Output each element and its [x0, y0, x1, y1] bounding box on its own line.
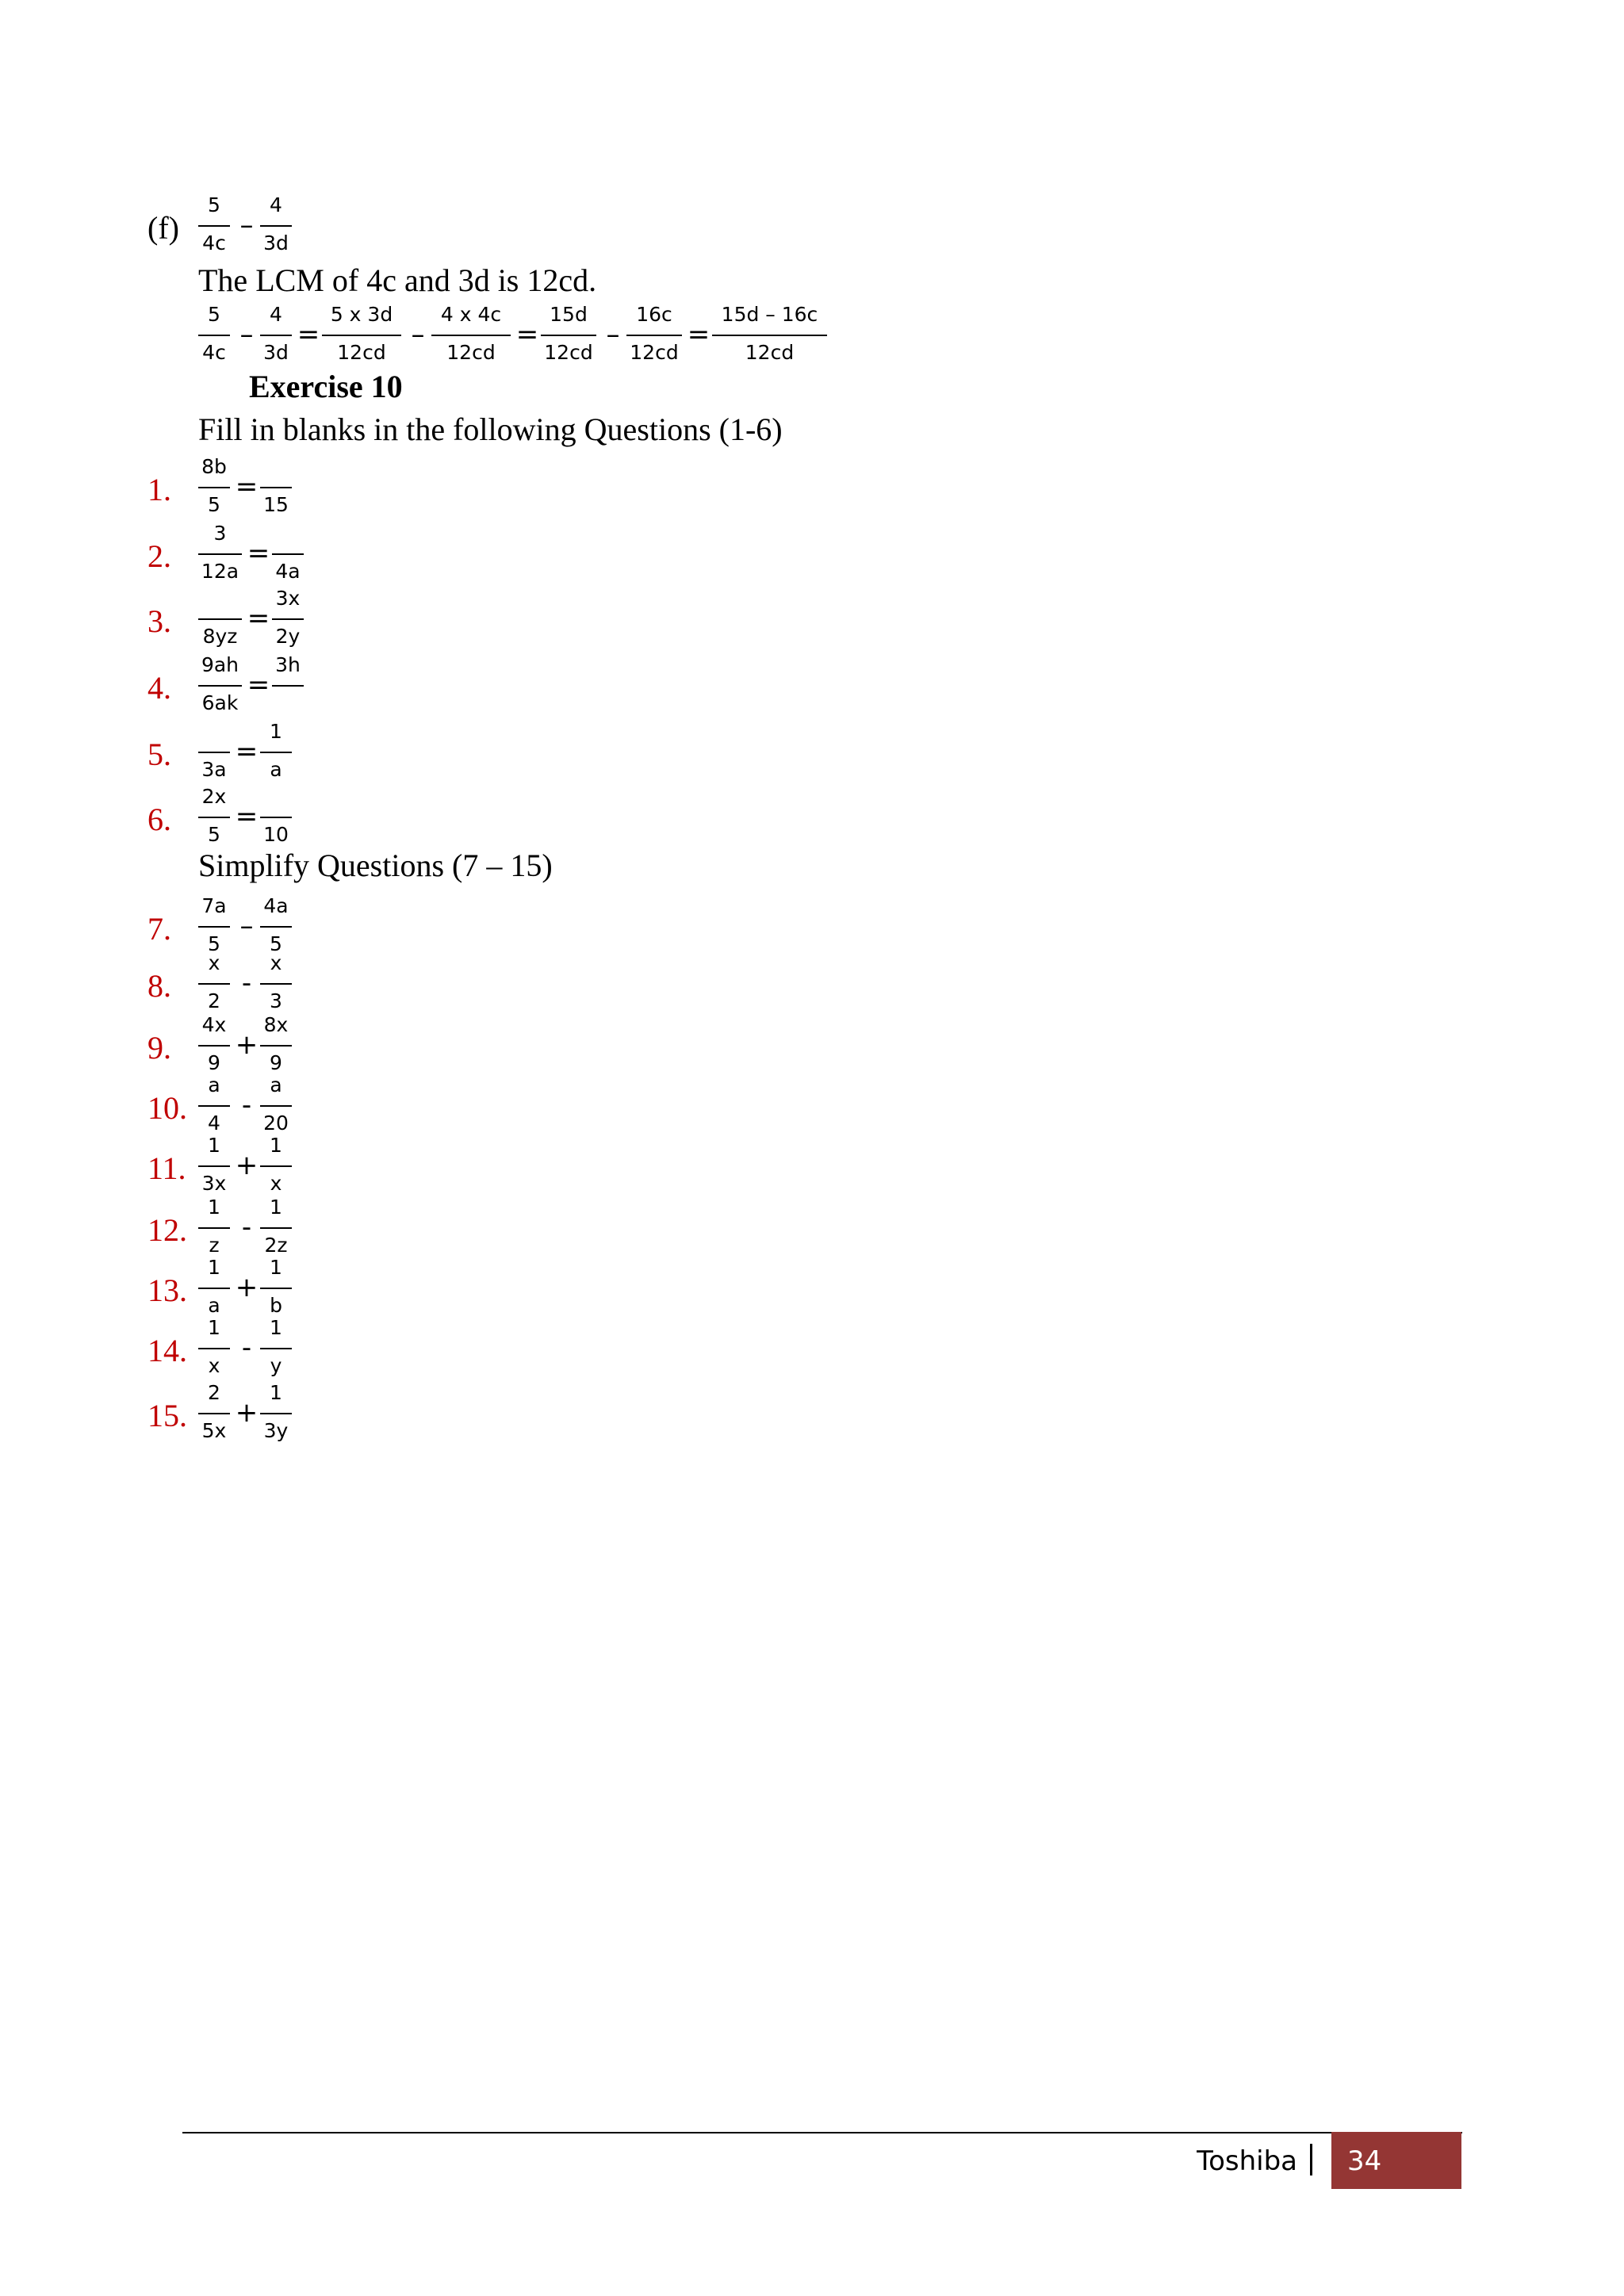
- fraction-bar: [260, 1348, 292, 1349]
- numerator: 1: [270, 1381, 282, 1404]
- question-number: 15.: [147, 1398, 187, 1433]
- part-f-label: (f): [147, 210, 179, 246]
- fraction-bar: [198, 618, 242, 620]
- operator: =: [247, 538, 270, 569]
- fraction: [431, 300, 511, 376]
- fraction-bar: [260, 1045, 292, 1047]
- fraction: [198, 1378, 230, 1454]
- numerator: 4a: [263, 894, 289, 917]
- operator: –: [411, 319, 425, 350]
- numerator: 4: [270, 193, 282, 216]
- fraction-bar: [272, 618, 304, 620]
- denominator: 12a: [201, 560, 239, 583]
- operator: –: [606, 319, 620, 350]
- operator: +: [235, 1029, 259, 1061]
- fraction: [198, 452, 230, 528]
- fraction-bar: [198, 685, 242, 687]
- denominator: 9: [208, 1051, 220, 1074]
- fraction: [322, 300, 401, 376]
- operator: =: [247, 603, 270, 634]
- fraction-bar: [198, 983, 230, 985]
- fraction-bar: [260, 983, 292, 985]
- numerator: 3: [213, 522, 227, 545]
- operator: +: [235, 1150, 259, 1181]
- numerator: 1: [208, 1316, 220, 1339]
- question-number: 4.: [147, 670, 171, 706]
- fraction-bar: [260, 926, 292, 928]
- numerator: 1: [270, 720, 282, 743]
- numerator: 8b: [201, 455, 227, 478]
- denominator: 10: [263, 823, 289, 846]
- fraction-bar: [260, 487, 292, 488]
- numerator: 1: [208, 1134, 220, 1157]
- operator: -: [241, 967, 252, 999]
- footer-author: Toshiba: [1197, 2145, 1297, 2177]
- question-number: 2.: [147, 538, 171, 574]
- question-number: 3.: [147, 603, 171, 639]
- fraction-bar: [198, 926, 230, 928]
- fraction-bar: [198, 1105, 230, 1107]
- denominator: 3d: [263, 341, 289, 364]
- operator: -: [241, 1089, 252, 1121]
- numerator: 4: [270, 303, 282, 326]
- fraction: [198, 190, 230, 266]
- question-number: 12.: [147, 1212, 187, 1248]
- numerator: 16c: [636, 303, 672, 326]
- numerator: 4x: [201, 1013, 227, 1036]
- fraction-bar: [198, 817, 230, 818]
- numerator: 5: [208, 303, 220, 326]
- denominator: a: [270, 758, 282, 781]
- numerator: 8x: [263, 1013, 289, 1036]
- fraction-bar: [541, 335, 596, 336]
- fraction: [272, 650, 304, 726]
- denominator: 2: [208, 989, 220, 1012]
- numerator: 1: [208, 1256, 220, 1279]
- denominator: 5x: [201, 1419, 227, 1442]
- denominator: 3a: [201, 758, 227, 781]
- numerator: 4 x 4c: [440, 303, 502, 326]
- denominator: 4a: [275, 560, 301, 583]
- question-number: 1.: [147, 472, 171, 507]
- fraction-bar: [260, 752, 292, 753]
- denominator: 4c: [202, 232, 226, 254]
- fraction-bar: [712, 335, 827, 336]
- fraction-bar: [260, 335, 292, 336]
- numerator: a: [208, 1073, 220, 1096]
- numerator: 1: [208, 1196, 220, 1219]
- denominator: 3x: [201, 1172, 227, 1195]
- denominator: 2z: [264, 1234, 288, 1257]
- fraction-bar: [198, 1288, 230, 1289]
- denominator: 8yz: [202, 625, 238, 648]
- operator: –: [239, 910, 254, 942]
- fraction-bar: [198, 225, 230, 227]
- fraction-bar: [260, 1288, 292, 1289]
- denominator: 5: [270, 932, 282, 955]
- denominator: 12cd: [446, 341, 496, 364]
- numerator: 15d: [550, 303, 588, 326]
- fraction-bar: [198, 752, 230, 753]
- denominator: 12cd: [337, 341, 386, 364]
- fraction: [260, 782, 292, 858]
- footer-rule: [182, 2132, 1462, 2133]
- operator: =: [515, 319, 539, 350]
- fraction: [272, 584, 304, 660]
- fraction-bar: [322, 335, 401, 336]
- fraction: [626, 300, 682, 376]
- numerator: 3x: [275, 587, 301, 610]
- fraction-bar: [272, 553, 304, 555]
- numerator: 5: [208, 193, 220, 216]
- denominator: 12cd: [544, 341, 593, 364]
- fraction-bar: [198, 1348, 230, 1349]
- denominator: 12cd: [630, 341, 679, 364]
- denominator: 9: [270, 1051, 282, 1074]
- operator: –: [239, 209, 254, 241]
- question-number: 6.: [147, 802, 171, 837]
- denominator: 12cd: [745, 341, 795, 364]
- numerator: 1: [270, 1196, 282, 1219]
- fraction-bar: [626, 335, 682, 336]
- operator: =: [235, 471, 259, 503]
- numerator: a: [270, 1073, 282, 1096]
- question-number: 9.: [147, 1030, 171, 1066]
- question-number: 13.: [147, 1272, 187, 1308]
- question-number: 11.: [147, 1150, 186, 1186]
- numerator: 1: [270, 1134, 282, 1157]
- denominator: y: [270, 1354, 282, 1377]
- fraction: [198, 782, 230, 858]
- numerator: 9ah: [201, 653, 239, 676]
- question-number: 5.: [147, 737, 171, 772]
- operator: +: [235, 1272, 259, 1303]
- numerator: 15d – 16c: [721, 303, 818, 326]
- fraction-bar: [198, 553, 242, 555]
- operator: =: [687, 319, 710, 350]
- numerator: 1: [270, 1316, 282, 1339]
- operator: –: [239, 319, 254, 350]
- denominator: 2y: [275, 625, 301, 648]
- numerator: 2x: [201, 785, 227, 808]
- fraction-bar: [260, 1105, 292, 1107]
- denominator: 5: [208, 823, 220, 846]
- denominator: 4c: [202, 341, 226, 364]
- fraction-bar: [431, 335, 511, 336]
- numerator: 1: [270, 1256, 282, 1279]
- lcm-statement: The LCM of 4c and 3d is 12cd.: [198, 262, 597, 298]
- denominator: a: [208, 1294, 220, 1317]
- fraction: [712, 300, 827, 376]
- operator: =: [297, 319, 320, 350]
- fraction: [198, 650, 242, 726]
- fraction-bar: [260, 1165, 292, 1167]
- numerator: 2: [208, 1381, 220, 1404]
- question-number: 10.: [147, 1090, 187, 1126]
- exercise-title: Exercise 10: [249, 369, 403, 404]
- denominator: 5: [208, 932, 220, 955]
- question-number: 8.: [147, 968, 171, 1004]
- denominator: b: [270, 1294, 282, 1317]
- fraction: [260, 300, 292, 376]
- operator: =: [247, 669, 270, 701]
- operator: =: [235, 801, 259, 832]
- fraction-bar: [198, 487, 230, 488]
- fraction-bar: [260, 1227, 292, 1229]
- denominator: 3y: [263, 1419, 289, 1442]
- page-number: 34: [1347, 2145, 1382, 2177]
- fraction-bar: [198, 1227, 230, 1229]
- denominator: 6ak: [201, 691, 239, 714]
- fill-instruction: Fill in blanks in the following Questions (1-6): [198, 411, 783, 447]
- fraction-bar: [260, 225, 292, 227]
- operator: =: [235, 736, 259, 767]
- denominator: x: [270, 1172, 282, 1195]
- operator: -: [241, 1211, 252, 1243]
- denominator: 4: [208, 1112, 220, 1135]
- question-number: 7.: [147, 911, 171, 947]
- operator: -: [241, 1332, 252, 1364]
- fraction-bar: [198, 1413, 230, 1414]
- fraction-bar: [198, 1165, 230, 1167]
- numerator: x: [270, 951, 282, 974]
- denominator: z: [209, 1234, 220, 1257]
- numerator: 5 x 3d: [330, 303, 393, 326]
- footer-separator: [1310, 2144, 1312, 2175]
- numerator: 3h: [275, 653, 301, 676]
- denominator: 15: [263, 493, 289, 516]
- fraction: [198, 300, 230, 376]
- denominator: 20: [263, 1112, 289, 1135]
- operator: +: [235, 1397, 259, 1429]
- fraction: [260, 1378, 292, 1454]
- fraction-bar: [198, 1045, 230, 1047]
- fraction: [541, 300, 596, 376]
- question-number: 14.: [147, 1333, 187, 1368]
- denominator: 5: [208, 493, 220, 516]
- fraction-bar: [272, 685, 304, 687]
- denominator: 3d: [263, 232, 289, 254]
- denominator: 3: [270, 989, 282, 1012]
- fraction: [198, 584, 242, 660]
- simplify-instruction: Simplify Questions (7 – 15): [198, 848, 553, 883]
- numerator: x: [208, 951, 220, 974]
- fraction-bar: [260, 817, 292, 818]
- denominator: x: [208, 1354, 220, 1377]
- fraction: [260, 190, 292, 266]
- numerator: 7a: [201, 894, 227, 917]
- fraction-bar: [260, 1413, 292, 1414]
- fraction-bar: [198, 335, 230, 336]
- fraction: [260, 452, 292, 528]
